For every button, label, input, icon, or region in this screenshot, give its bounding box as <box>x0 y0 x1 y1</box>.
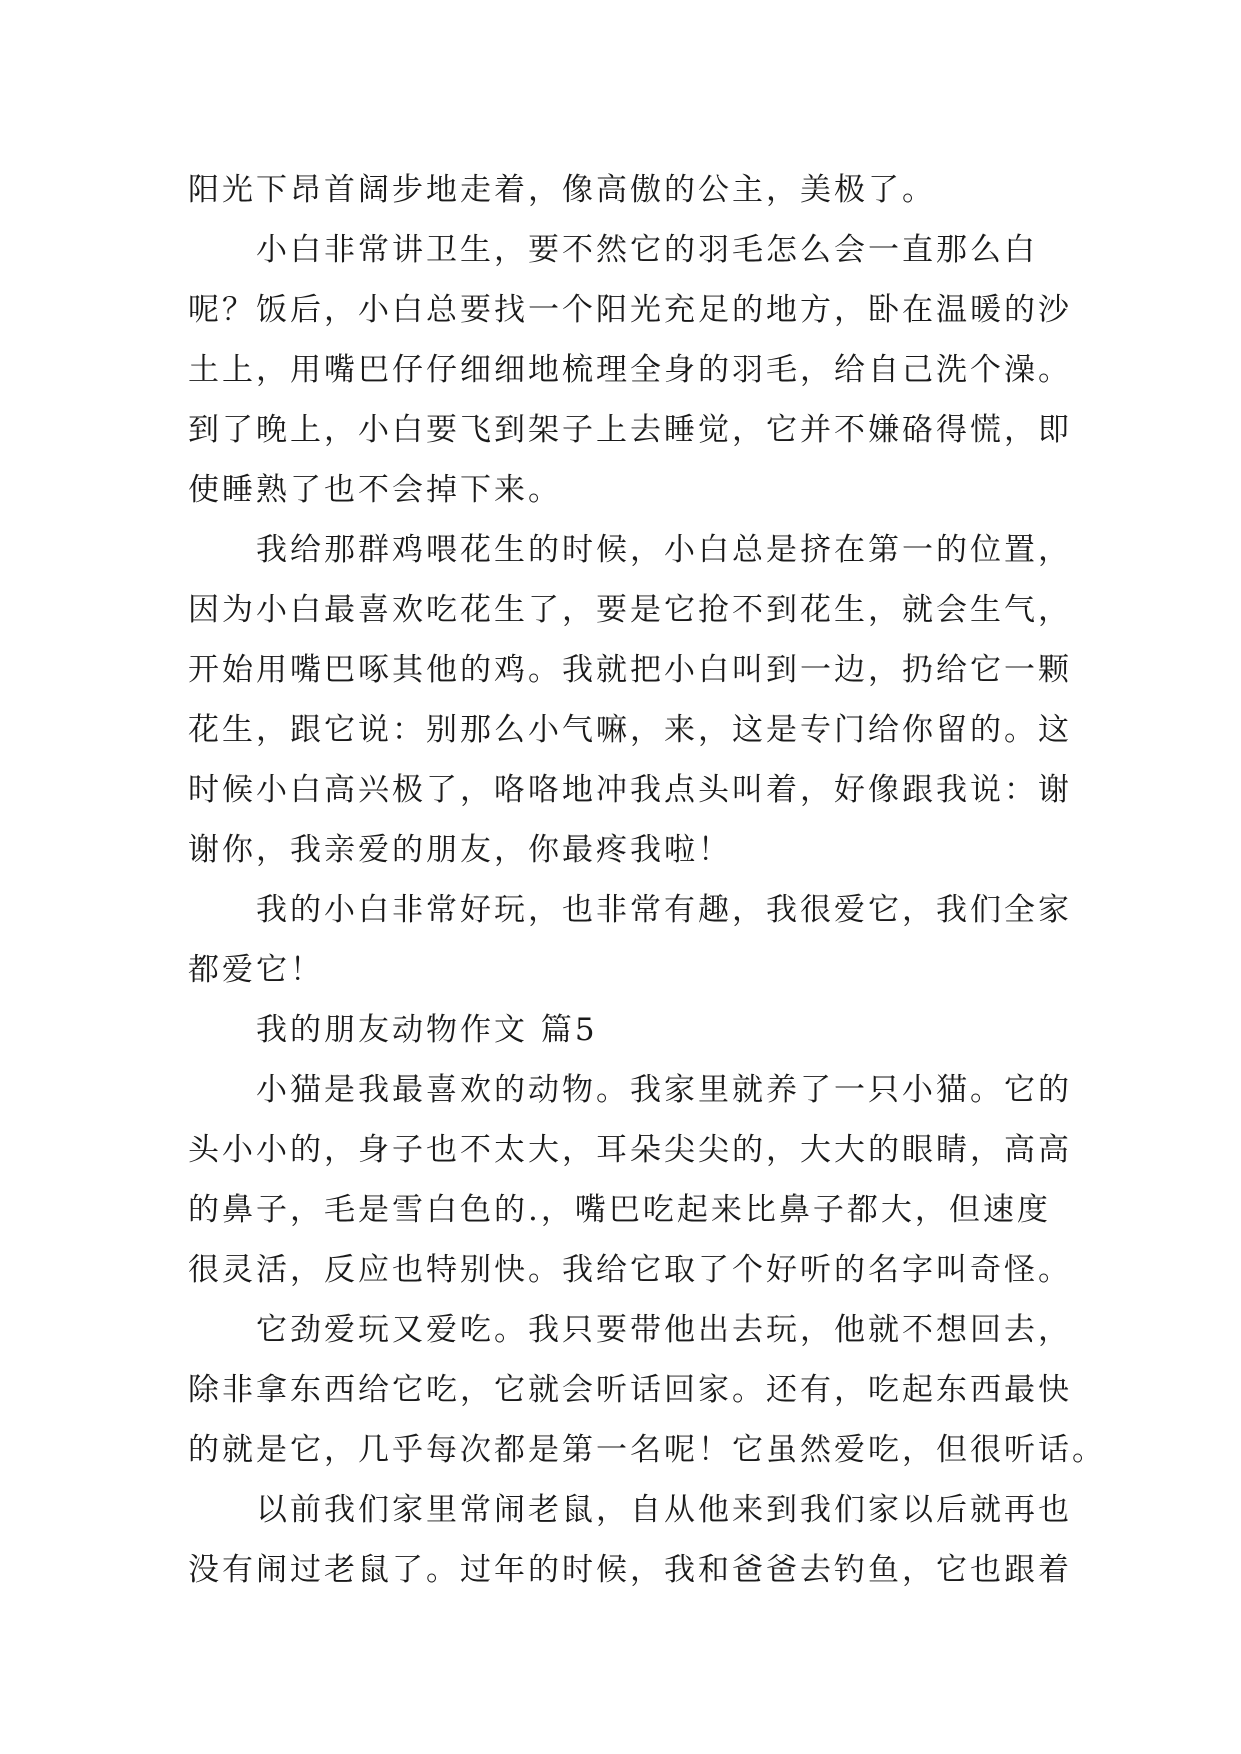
text-line: 花生，跟它说：别那么小气嘛，来，这是专门给你留的。这 <box>188 712 1072 748</box>
text-line: 小猫是我最喜欢的动物。我家里就养了一只小猫。它的 <box>256 1072 1072 1108</box>
text-line: 因为小白最喜欢吃花生了，要是它抢不到花生，就会生气， <box>188 592 1072 628</box>
text-line: 的就是它，几乎每次都是第一名呢！它虽然爱吃，但很听话。 <box>188 1432 1106 1468</box>
text-line: 到了晚上，小白要飞到架子上去睡觉，它并不嫌硌得慌，即 <box>188 412 1072 448</box>
section-heading: 我的朋友动物作文 篇5 <box>256 1012 598 1048</box>
text-line: 我给那群鸡喂花生的时候，小白总是挤在第一的位置， <box>256 532 1072 568</box>
text-line: 土上，用嘴巴仔仔细细地梳理全身的羽毛，给自己洗个澡。 <box>188 352 1072 388</box>
text-line: 头小小的，身子也不太大，耳朵尖尖的，大大的眼睛，高高 <box>188 1132 1072 1168</box>
text-line: 时候小白高兴极了，咯咯地冲我点头叫着，好像跟我说：谢 <box>188 772 1072 808</box>
text-line: 阳光下昂首阔步地走着，像高傲的公主，美极了。 <box>188 172 936 208</box>
text-line: 很灵活，反应也特别快。我给它取了个好听的名字叫奇怪。 <box>188 1252 1072 1288</box>
text-line: 它劲爱玩又爱吃。我只要带他出去玩，他就不想回去， <box>256 1312 1072 1348</box>
text-line: 开始用嘴巴啄其他的鸡。我就把小白叫到一边，扔给它一颗 <box>188 652 1072 688</box>
text-line: 以前我们家里常闹老鼠，自从他来到我们家以后就再也 <box>256 1492 1072 1528</box>
text-line: 使睡熟了也不会掉下来。 <box>188 472 562 508</box>
essay-body <box>188 160 1106 1600</box>
text-line: 我的小白非常好玩，也非常有趣，我很爱它，我们全家 <box>256 892 1072 928</box>
text-line: 呢？饭后，小白总要找一个阳光充足的地方，卧在温暖的沙 <box>188 292 1072 328</box>
text-line: 的鼻子，毛是雪白色的.，嘴巴吃起来比鼻子都大，但速度 <box>188 1192 1051 1228</box>
text-line: 小白非常讲卫生，要不然它的羽毛怎么会一直那么白 <box>256 232 1038 268</box>
text-line: 谢你，我亲爱的朋友，你最疼我啦！ <box>188 832 732 868</box>
text-line: 没有闹过老鼠了。过年的时候，我和爸爸去钓鱼，它也跟着 <box>188 1552 1072 1588</box>
text-line: 除非拿东西给它吃，它就会听话回家。还有，吃起东西最快 <box>188 1372 1072 1408</box>
text-line: 都爱它！ <box>188 952 324 988</box>
